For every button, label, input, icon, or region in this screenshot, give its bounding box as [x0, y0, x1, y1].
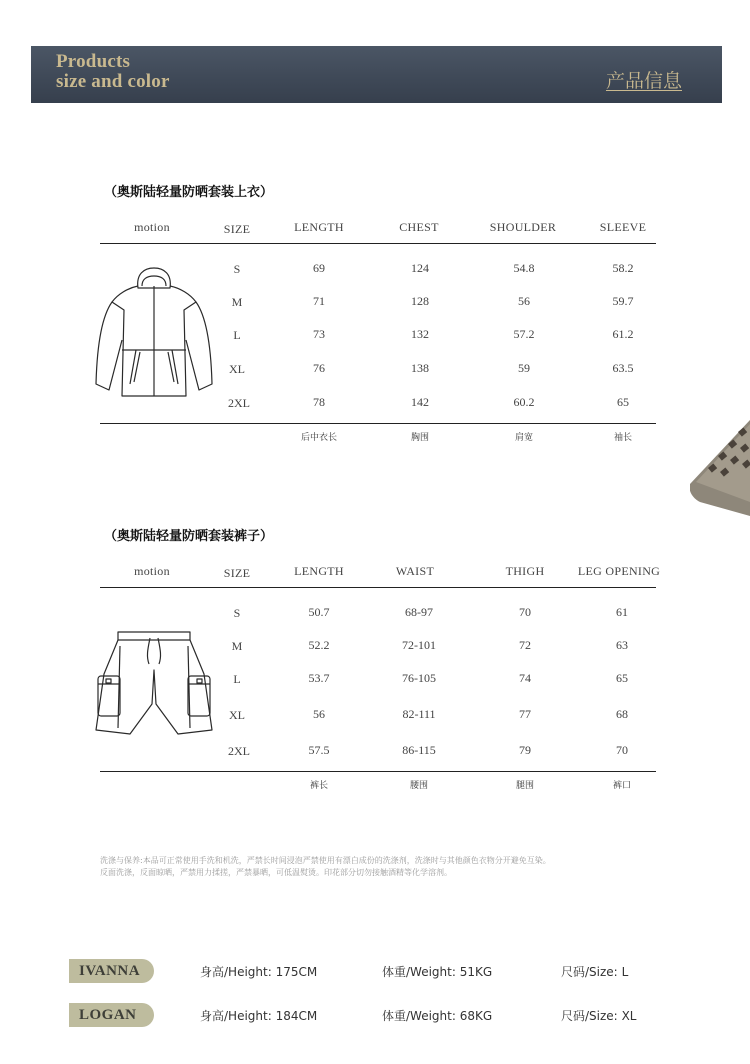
cell-length: 78: [313, 395, 325, 409]
bottom-section-title: （奥斯陆轻量防晒套装裤子）: [104, 529, 274, 544]
cell-length: 56: [313, 707, 325, 721]
cell-shoulder: 57.2: [513, 327, 535, 341]
cell-thigh: 70: [519, 605, 531, 619]
header-banner: [31, 46, 722, 103]
cell-shoulder: 59: [518, 361, 530, 375]
cell-length: 73: [313, 327, 325, 341]
size-value: L: [621, 965, 629, 979]
weight-label: 体重/Weight:: [382, 965, 456, 979]
footer-sleeve-cn: 袖长: [613, 433, 633, 443]
header-leg-opening: LEG OPENING: [577, 564, 661, 578]
banner-cn-title: 产品信息: [605, 70, 682, 92]
cell-size: S: [233, 606, 241, 620]
cell-chest: 132: [411, 327, 429, 341]
cell-sleeve: 61.2: [612, 327, 634, 341]
cell-size: L: [233, 672, 241, 686]
cell-leg-opening: 61: [616, 605, 628, 619]
cell-thigh: 79: [519, 743, 531, 757]
model-size: [561, 963, 628, 980]
cell-length: 57.5: [308, 743, 330, 757]
weight-value: 68KG: [459, 1009, 493, 1023]
size-label: 尺码/Size:: [561, 965, 618, 979]
cell-size: S: [233, 262, 241, 276]
cell-thigh: 74: [519, 671, 531, 685]
cell-sleeve: 65: [617, 395, 629, 409]
cell-length: 50.7: [308, 605, 330, 619]
cell-size: M: [231, 639, 243, 653]
cell-leg-opening: 63: [616, 638, 628, 652]
footer-chest-cn: 胸围: [410, 433, 430, 443]
model-name-tag: IVANNA: [69, 959, 154, 983]
cell-size: M: [231, 295, 243, 309]
cell-chest: 128: [411, 294, 429, 308]
model-weight: [382, 1007, 492, 1024]
footer-shoulder-cn: 肩宽: [514, 433, 534, 443]
cell-waist: 82-111: [402, 707, 436, 721]
header-chest: CHEST: [399, 220, 439, 234]
cell-length: 69: [313, 261, 325, 275]
care-line-1: 洗涤与保养:本品可正常使用手洗和机洗，严禁长时间浸泡严禁使用有漂白成份的洗涤剂，洗涤时与其他颜色衣物分开避免互染。: [100, 856, 551, 865]
model-weight: [382, 963, 492, 980]
size-label: 尺码/Size:: [561, 1009, 618, 1023]
weight-label: 体重/Weight:: [382, 1009, 456, 1023]
cell-length: 53.7: [308, 671, 330, 685]
care-instructions: [100, 855, 660, 879]
keyboard-image: [690, 420, 750, 520]
header-size: SIZE: [223, 566, 251, 580]
header-waist: WAIST: [395, 564, 435, 578]
cell-thigh: 77: [519, 707, 531, 721]
cell-sleeve: 58.2: [612, 261, 634, 275]
cell-waist: 72-101: [402, 638, 436, 652]
footer-thigh-cn: 腿围: [515, 781, 535, 791]
model-size: [561, 1007, 636, 1024]
cell-sleeve: 59.7: [612, 294, 634, 308]
cell-chest: 142: [411, 395, 429, 409]
cell-size: L: [233, 328, 241, 342]
footer-waist-cn: 腰围: [409, 781, 429, 791]
cell-thigh: 72: [519, 638, 531, 652]
cell-length: 76: [313, 361, 325, 375]
header-length: LENGTH: [294, 220, 344, 234]
cell-shoulder: 54.8: [513, 261, 535, 275]
banner-title-line1: Products: [56, 51, 131, 72]
cell-waist: 86-115: [402, 743, 436, 757]
cell-sleeve: 63.5: [612, 361, 634, 375]
cell-leg-opening: 65: [616, 671, 628, 685]
table-header: [100, 564, 661, 586]
footer-length-cn: 裤长: [309, 781, 329, 791]
height-value: 175CM: [275, 965, 318, 979]
top-section-title: （奥斯陆轻量防晒套装上衣）: [104, 185, 274, 200]
header-size: SIZE: [223, 222, 251, 236]
height-value: 184CM: [275, 1009, 318, 1023]
header-sleeve: SLEEVE: [599, 220, 647, 234]
model-height: [200, 1007, 317, 1024]
table-bottom-divider: [100, 423, 656, 424]
height-label: 身高/Height:: [200, 965, 272, 979]
cell-leg-opening: 70: [616, 743, 628, 757]
footer-length-cn: 后中衣长: [300, 433, 338, 443]
cell-length: 52.2: [308, 638, 330, 652]
hooded-jacket-icon: [94, 266, 214, 402]
cell-size: 2XL: [228, 396, 250, 410]
header-motion: motion: [134, 220, 170, 234]
cell-waist: 68-97: [405, 605, 433, 619]
header-thigh: THIGH: [505, 564, 545, 578]
height-label: 身高/Height:: [200, 1009, 272, 1023]
banner-title: [56, 52, 170, 92]
cell-leg-opening: 68: [616, 707, 628, 721]
size-value: XL: [621, 1009, 637, 1023]
cell-size: 2XL: [228, 744, 250, 758]
header-motion: motion: [134, 564, 170, 578]
weight-value: 51KG: [459, 965, 493, 979]
cargo-shorts-icon: [94, 630, 214, 738]
model-row-logan: [69, 1003, 669, 1027]
footer-leg-opening-cn: 裤口: [612, 781, 632, 791]
banner-title-line2: size and color: [56, 71, 170, 92]
care-line-2: 反面洗涤，反面晾晒，严禁用力揉搓，严禁暴晒，可低温熨烫。印花部分切勿接触酒精等化学溶剂。: [100, 868, 452, 877]
header-length: LENGTH: [294, 564, 344, 578]
cell-waist: 76-105: [402, 671, 436, 685]
header-divider: [100, 243, 656, 244]
table-header: [100, 220, 656, 242]
model-height: [200, 963, 317, 980]
cell-size: XL: [229, 708, 245, 722]
table-bottom-divider: [100, 771, 656, 772]
cell-shoulder: 60.2: [513, 395, 535, 409]
model-name-tag: LOGAN: [69, 1003, 154, 1027]
header-shoulder: SHOULDER: [489, 220, 557, 234]
cell-chest: 124: [411, 261, 429, 275]
cell-size: XL: [229, 362, 245, 376]
cell-shoulder: 56: [518, 294, 530, 308]
header-divider: [100, 587, 656, 588]
model-row-ivanna: [69, 959, 669, 983]
cell-length: 71: [313, 294, 325, 308]
cell-chest: 138: [411, 361, 429, 375]
